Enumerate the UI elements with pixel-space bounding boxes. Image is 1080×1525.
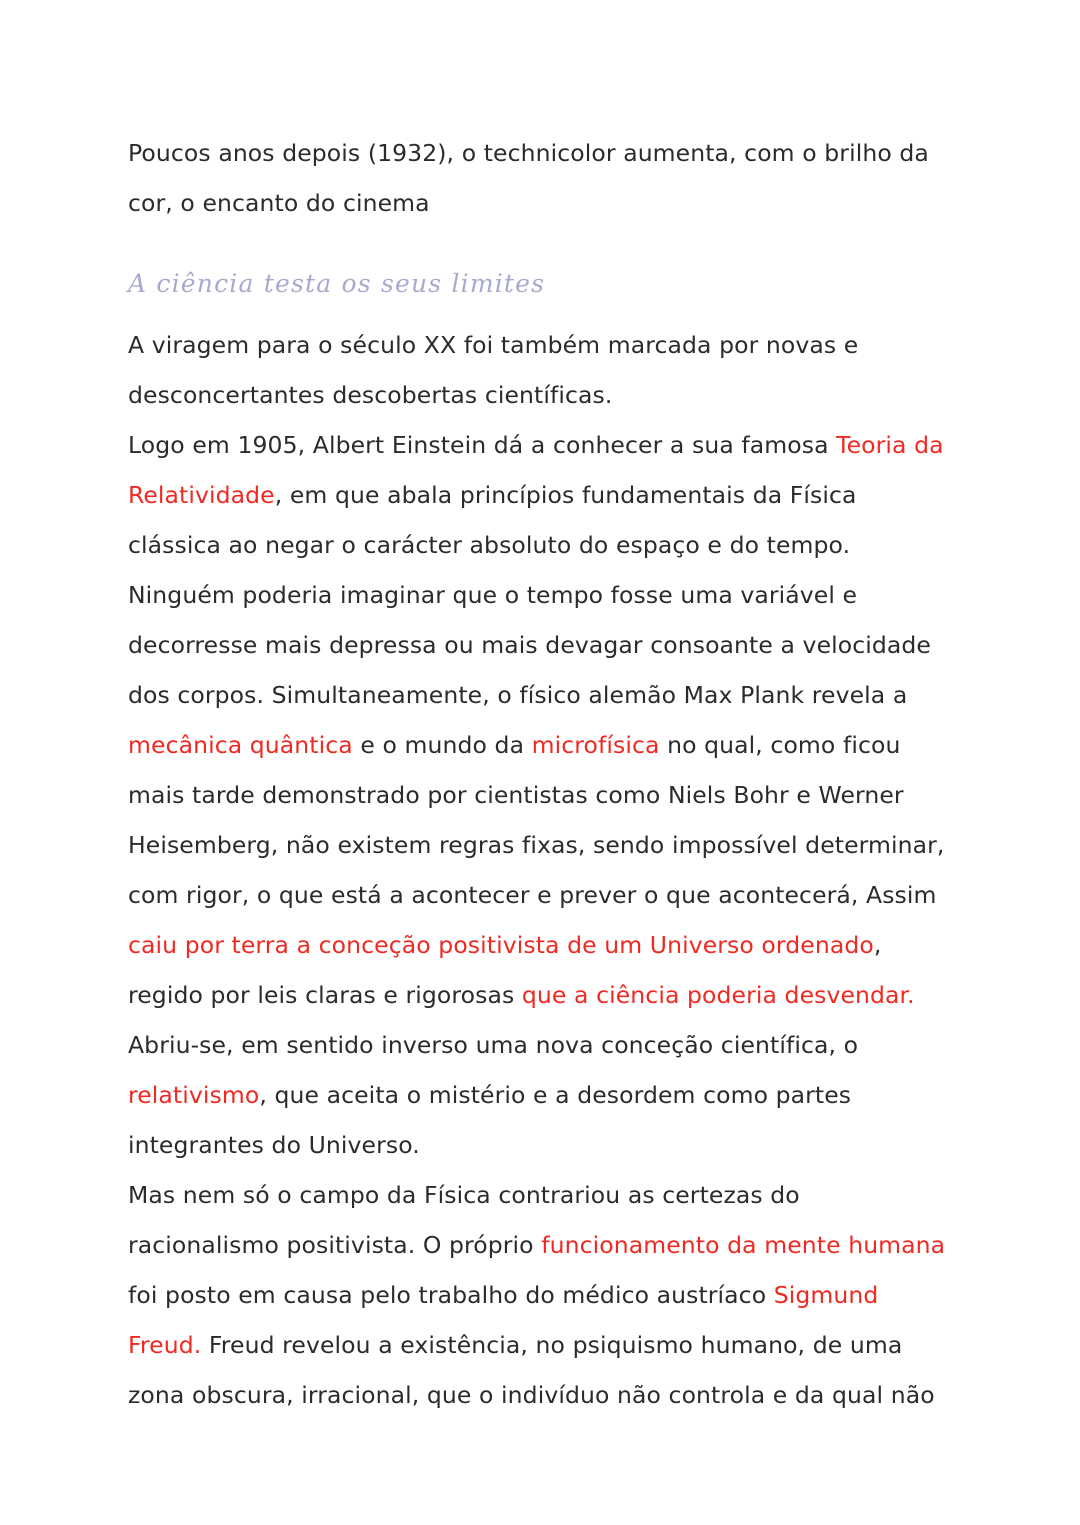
body-text: , em que abala princípios fundamentais da Física clássica ao negar o carácter absoluto do espaço e do tempo. Ninguém poderia imaginar que o tempo fosse uma variável e decorresse mais depressa ou mais devagar consoante a velocidade dos corpos. Simultaneamente, o físico alemão Max Plank revela a [128, 481, 931, 709]
body-text: no qual, como ficou mais tarde demonstrado por cientistas como Niels Bohr e Werner Heisemberg, não existem regras fixas, sendo impossível determinar, com rigor, o que está a acontecer e prever o que acontecerá, Assim [128, 731, 945, 909]
paragraph-freud [128, 1170, 955, 1420]
highlighted-text: que a ciência poderia desvendar. [521, 981, 915, 1009]
highlighted-text: funcionamento da mente humana [541, 1231, 946, 1259]
body-text: foi posto em causa pelo trabalho do médico austríaco [128, 1281, 774, 1309]
body-text: Mas nem só o campo da Física contrariou as certezas do racionalismo positivista. O próprio [128, 1181, 800, 1259]
intro-paragraph: Poucos anos depois (1932), o technicolor aumenta, com o brilho da cor, o encanto do cinema [128, 139, 929, 217]
body-text: , que aceita o mistério e a desordem como partes integrantes do Universo. [128, 1081, 852, 1159]
paragraph-science-intro [128, 320, 955, 420]
body-text: Logo em 1905, Albert Einstein dá a conhecer a sua famosa [128, 431, 837, 459]
section-heading: A ciência testa os seus limites [128, 269, 546, 298]
highlighted-text: Teoria da Relatividade [128, 431, 944, 509]
body-text: , regido por leis claras e rigorosas [128, 931, 882, 1009]
body-text-container [128, 320, 955, 1420]
paragraph-einstein [128, 420, 955, 1170]
highlighted-text: relativismo [128, 1081, 260, 1109]
highlighted-text: mecânica quântica [128, 731, 353, 759]
body-text: Abriu-se, em sentido inverso uma nova conceção científica, o [128, 1031, 859, 1059]
highlighted-text: caiu por terra a conceção positivista de um Universo ordenado [128, 931, 874, 959]
body-text: e o mundo da [352, 731, 532, 759]
highlighted-text: microfísica [531, 731, 660, 759]
highlighted-text: Sigmund Freud. [128, 1281, 879, 1359]
body-text: A viragem para o século XX foi também marcada por novas e desconcertantes descobertas científicas. [128, 331, 859, 409]
body-text: Freud revelou a existência, no psiquismo humano, de uma zona obscura, irracional, que o indivíduo não controla e da qual não [128, 1331, 935, 1409]
